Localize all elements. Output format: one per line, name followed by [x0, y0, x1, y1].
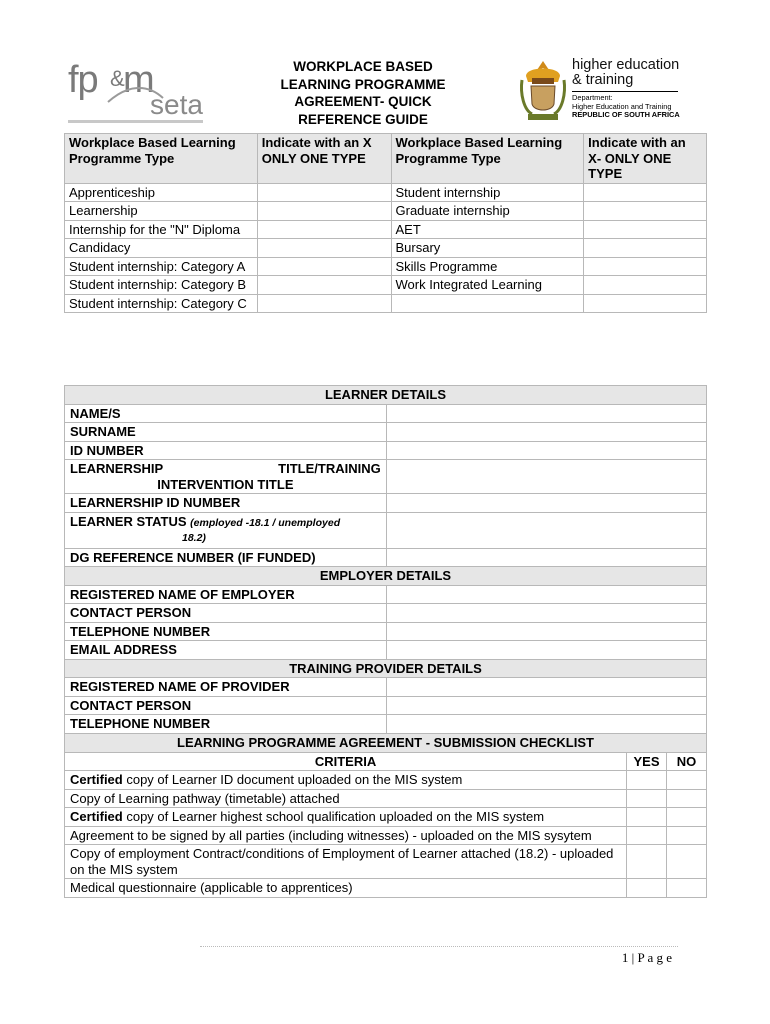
type-header: Workplace Based Learning Programme Type	[391, 134, 584, 184]
checklist-header: LEARNING PROGRAMME AGREEMENT - SUBMISSION CHECKLIST	[65, 734, 707, 753]
coat-of-arms-icon	[518, 58, 568, 124]
type-label: Student internship: Category A	[65, 257, 258, 276]
criteria-emphasis: Certified	[70, 809, 123, 824]
type-mark-cell[interactable]	[257, 220, 391, 239]
type-mark-cell[interactable]	[257, 294, 391, 313]
table-row	[65, 239, 707, 258]
field-label: EMAIL ADDRESS	[65, 641, 387, 660]
type-mark-cell[interactable]	[257, 202, 391, 221]
field-label	[65, 460, 387, 494]
section-header-employer: EMPLOYER DETAILS	[65, 567, 707, 586]
criteria-item: Copy of employment Contract/conditions of Employment of Learner attached (18.2) - uploaded on the MIS system	[65, 845, 627, 879]
employer-contact-field[interactable]	[386, 604, 706, 623]
table-row	[65, 220, 707, 239]
page-number: 1	[621, 950, 629, 965]
type-mark-cell[interactable]	[257, 257, 391, 276]
field-label: REGISTERED NAME OF PROVIDER	[65, 678, 387, 697]
field-note: 18.2)	[182, 532, 206, 544]
type-mark-cell[interactable]	[257, 239, 391, 258]
no-header: NO	[667, 752, 707, 771]
page-footer: 1 | P a g e	[621, 950, 672, 965]
table-row	[65, 879, 707, 898]
svg-text:fp: fp	[68, 59, 98, 101]
field-label: DG REFERENCE NUMBER (IF FUNDED)	[65, 548, 387, 567]
type-label: Student internship: Category C	[65, 294, 258, 313]
field-label	[65, 512, 387, 548]
criteria-item: Copy of Learning pathway (timetable) attached	[65, 789, 627, 808]
field-label: ID NUMBER	[65, 441, 387, 460]
type-mark-cell[interactable]	[584, 202, 707, 221]
criteria-item: Agreement to be signed by all parties (including witnesses) - uploaded on the MIS sysytem	[65, 826, 627, 845]
no-cell[interactable]	[667, 789, 707, 808]
field-label-part: INTERVENTION TITLE	[157, 476, 294, 492]
table-row	[65, 294, 707, 313]
criteria-text: copy of Learner ID document uploaded on the MIS system	[122, 772, 463, 787]
type-mark-cell[interactable]	[584, 220, 707, 239]
type-label: Candidacy	[65, 239, 258, 258]
svg-text:&: &	[110, 66, 125, 91]
id-number-field[interactable]	[386, 441, 706, 460]
table-row	[65, 276, 707, 295]
type-label: Internship for the "N" Diploma	[65, 220, 258, 239]
field-label: CONTACT PERSON	[65, 696, 387, 715]
field-label: CONTACT PERSON	[65, 604, 387, 623]
table-row	[65, 257, 707, 276]
yes-cell[interactable]	[627, 808, 667, 827]
section-header-provider: TRAINING PROVIDER DETAILS	[65, 659, 707, 678]
programme-type-table	[64, 133, 707, 313]
provider-name-field[interactable]	[386, 678, 706, 697]
type-mark-cell[interactable]	[257, 276, 391, 295]
yes-cell[interactable]	[627, 771, 667, 790]
surname-field[interactable]	[386, 423, 706, 442]
field-note: (employed -18.1 / unemployed	[190, 516, 341, 529]
fpm-seta-logo	[68, 58, 218, 128]
type-label	[391, 294, 584, 313]
provider-phone-field[interactable]	[386, 715, 706, 734]
no-cell[interactable]	[667, 879, 707, 898]
criteria-emphasis: Certified	[70, 772, 123, 787]
type-label: Apprenticeship	[65, 183, 258, 202]
type-label: Work Integrated Learning	[391, 276, 584, 295]
table-row	[65, 202, 707, 221]
footer-divider	[200, 946, 678, 947]
type-mark-cell[interactable]	[584, 239, 707, 258]
learner-status-field[interactable]	[386, 512, 706, 548]
type-label: Student internship	[391, 183, 584, 202]
type-label: AET	[391, 220, 584, 239]
employer-email-field[interactable]	[386, 641, 706, 660]
provider-contact-field[interactable]	[386, 696, 706, 715]
type-mark-cell[interactable]	[584, 276, 707, 295]
page-label: P a g e	[637, 950, 672, 965]
type-label: Learnership	[65, 202, 258, 221]
type-label: Student internship: Category B	[65, 276, 258, 295]
dg-reference-field[interactable]	[386, 548, 706, 567]
field-label: TELEPHONE NUMBER	[65, 622, 387, 641]
field-label: LEARNERSHIP ID NUMBER	[65, 494, 387, 513]
criteria-item: Medical questionnaire (applicable to apprentices)	[65, 879, 627, 898]
criteria-text: copy of Learner highest school qualification uploaded on the MIS system	[122, 809, 545, 824]
table-row	[65, 183, 707, 202]
page-title: WORKPLACE BASED LEARNING PROGRAMME AGREEMENT- QUICK REFERENCE GUIDE	[280, 59, 446, 127]
field-label-part: LEARNERSHIP	[70, 461, 164, 476]
yes-header: YES	[627, 752, 667, 771]
no-cell[interactable]	[667, 808, 707, 827]
department-logo: higher education & training Department: Higher Education and Training REPUBLIC OF SOUTH AFRICA	[572, 57, 680, 120]
field-label-part: LEARNER STATUS	[70, 513, 187, 529]
criteria-item	[65, 771, 627, 790]
table-row	[65, 845, 707, 879]
no-cell[interactable]	[667, 771, 707, 790]
no-cell[interactable]	[667, 845, 707, 879]
employer-name-field[interactable]	[386, 585, 706, 604]
field-label-part: TITLE/TRAINING	[278, 461, 381, 476]
field-label: TELEPHONE NUMBER	[65, 715, 387, 734]
submission-checklist-table	[64, 733, 707, 898]
criteria-item	[65, 808, 627, 827]
type-mark-cell[interactable]	[257, 183, 391, 202]
indicate-header: Indicate with an X ONLY ONE TYPE	[257, 134, 391, 184]
indicate-header: Indicate with an X- ONLY ONE TYPE	[584, 134, 707, 184]
yes-cell[interactable]	[627, 879, 667, 898]
criteria-header: CRITERIA	[65, 752, 627, 771]
details-table	[64, 385, 707, 752]
divider	[572, 91, 678, 92]
yes-cell[interactable]	[627, 826, 667, 845]
field-label: NAME/S	[65, 404, 387, 423]
no-cell[interactable]	[667, 826, 707, 845]
learnership-id-field[interactable]	[386, 494, 706, 513]
employer-phone-field[interactable]	[386, 622, 706, 641]
table-row	[65, 826, 707, 845]
svg-text:m: m	[123, 59, 155, 101]
type-mark-cell[interactable]	[584, 183, 707, 202]
field-label: REGISTERED NAME OF EMPLOYER	[65, 585, 387, 604]
learnership-title-field[interactable]	[386, 460, 706, 494]
type-header: Workplace Based Learning Programme Type	[65, 134, 258, 184]
field-label: SURNAME	[65, 423, 387, 442]
type-label: Bursary	[391, 239, 584, 258]
type-label: Skills Programme	[391, 257, 584, 276]
yes-cell[interactable]	[627, 845, 667, 879]
table-row	[65, 808, 707, 827]
section-header-learner: LEARNER DETAILS	[65, 386, 707, 405]
table-row	[65, 789, 707, 808]
yes-cell[interactable]	[627, 789, 667, 808]
type-mark-cell[interactable]	[584, 257, 707, 276]
type-mark-cell[interactable]	[584, 294, 707, 313]
table-row	[65, 771, 707, 790]
name-field[interactable]	[386, 404, 706, 423]
svg-text:seta: seta	[150, 89, 203, 120]
type-label: Graduate internship	[391, 202, 584, 221]
